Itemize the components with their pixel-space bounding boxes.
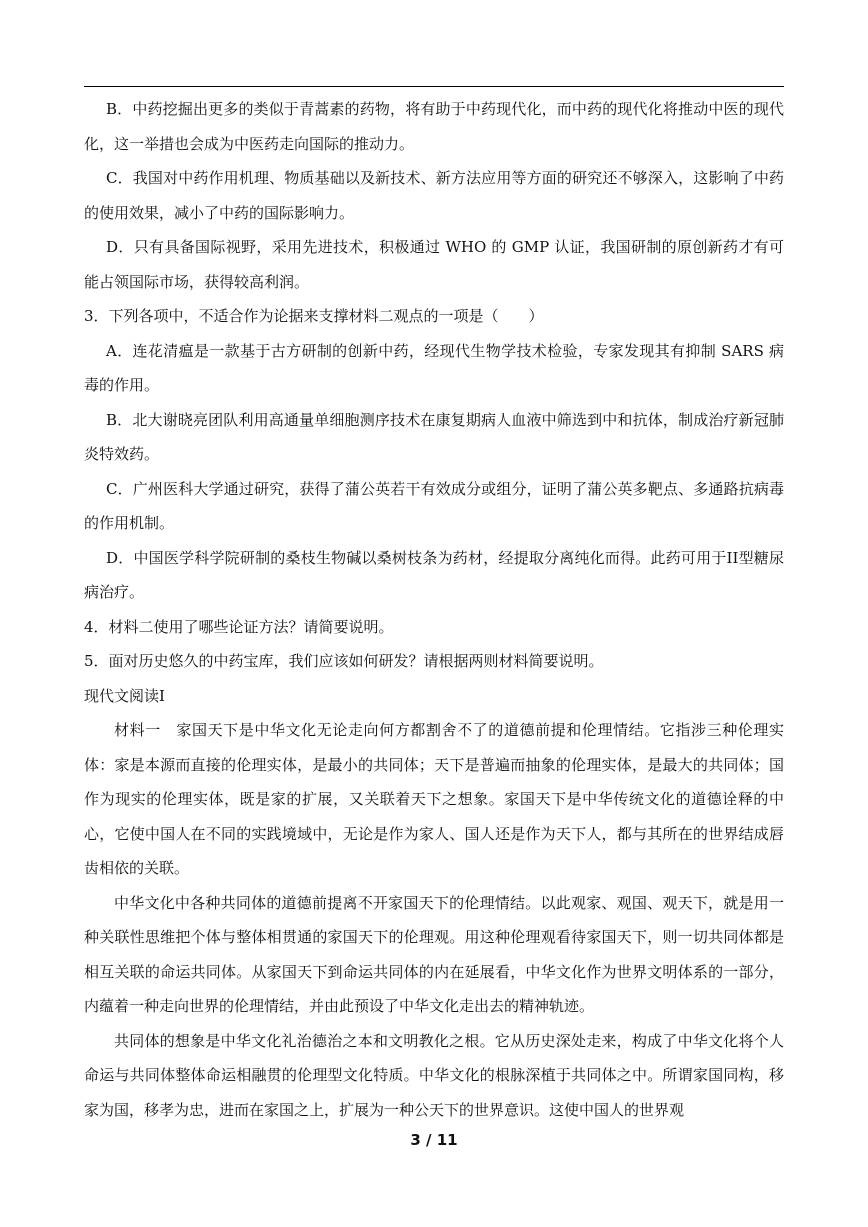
paragraph: 中华文化中各种共同体的道德前提离不开家国天下的伦理情结。以此观家、观国、观天下，就是用一种关联性思维把个体与整体相贯通的家国天下的伦理观。用这种伦理观看待家国天下，则一切共同体都是相互关联的命运共同体。从家国天下到命运共同体的内在延展看，中华文化作为世界文明体系的一部分，内蕴着一种走向世界的伦理情结，并由此预设了中华文化走出去的精神轨迹。	[84, 893, 784, 1015]
paragraph: D．中国医学科学院研制的桑枝生物碱以桑树枝条为药材，经提取分离纯化而得。此药可用于II型糖尿病治疗。	[84, 548, 784, 601]
paragraph: C．我国对中药作用机理、物质基础以及新技术、新方法应用等方面的研究还不够深入，这影响了中药的使用效果，减小了中药的国际影响力。	[84, 169, 784, 222]
paragraph: D．只有具备国际视野，采用先进技术，积极通过 WHO 的 GMP 认证，我国研制的原创新药才有可能占领国际市场，获得较高利润。	[84, 238, 784, 291]
page-number: 3 / 11	[410, 1131, 458, 1149]
question-text: 现代文阅读I	[84, 686, 165, 705]
question-text: 5．面对历史悠久的中药宝库，我们应该如何研发？请根据两则材料简要说明。	[84, 652, 604, 670]
paragraph: 共同体的想象是中华文化礼治德治之本和文明教化之根。它从历史深处走来，构成了中华文化将个人命运与共同体整体命运相融贯的伦理型文化特质。中华文化的根脉深植于共同体之中。所谓家国同构，移家为国，移孝为忠，进而在家国之上，扩展为一种公天下的世界意识。这使中国人的世界观	[84, 1031, 784, 1119]
header-rule	[84, 86, 784, 87]
page-content	[84, 92, 784, 1127]
paragraph: C．广州医科大学通过研究，获得了蒲公英若干有效成分或组分，证明了蒲公英多靶点、多通路抗病毒的作用机制。	[84, 479, 784, 532]
paragraph: B．中药挖掘出更多的类似于青蒿素的药物，将有助于中药现代化，而中药的现代化将推动中医的现代化，这一举措也会成为中医药走向国际的推动力。	[84, 100, 784, 153]
question-text: 3．下列各项中，不适合作为论据来支撑材料二观点的一项是（ ）	[84, 307, 544, 325]
paragraph: B．北大谢晓亮团队利用高通量单细胞测序技术在康复期病人血液中筛选到中和抗体，制成治疗新冠肺炎特效药。	[84, 410, 784, 463]
question-text: 4．材料二使用了哪些论证方法？请简要说明。	[84, 617, 394, 636]
paragraph: A．连花清瘟是一款基于古方研制的创新中药，经现代生物学技术检验，专家发现其有抑制 SARS 病毒的作用。	[84, 341, 784, 394]
paragraph: 材料一 家国天下是中华文化无论走向何方都割舍不了的道德前提和伦理情结。它指涉三种伦理实体：家是本源而直接的伦理实体，是最小的共同体；天下是普遍而抽象的伦理实体，是最大的共同体；国作为现实的伦理实体，既是家的扩展，又关联着天下之想象。家国天下是中华传统文化的道德诠释的中心，它使中国人在不同的实践境域中，无论是作为家人、国人还是作为天下人，都与其所在的世界结成唇齿相依的关联。	[84, 721, 784, 877]
